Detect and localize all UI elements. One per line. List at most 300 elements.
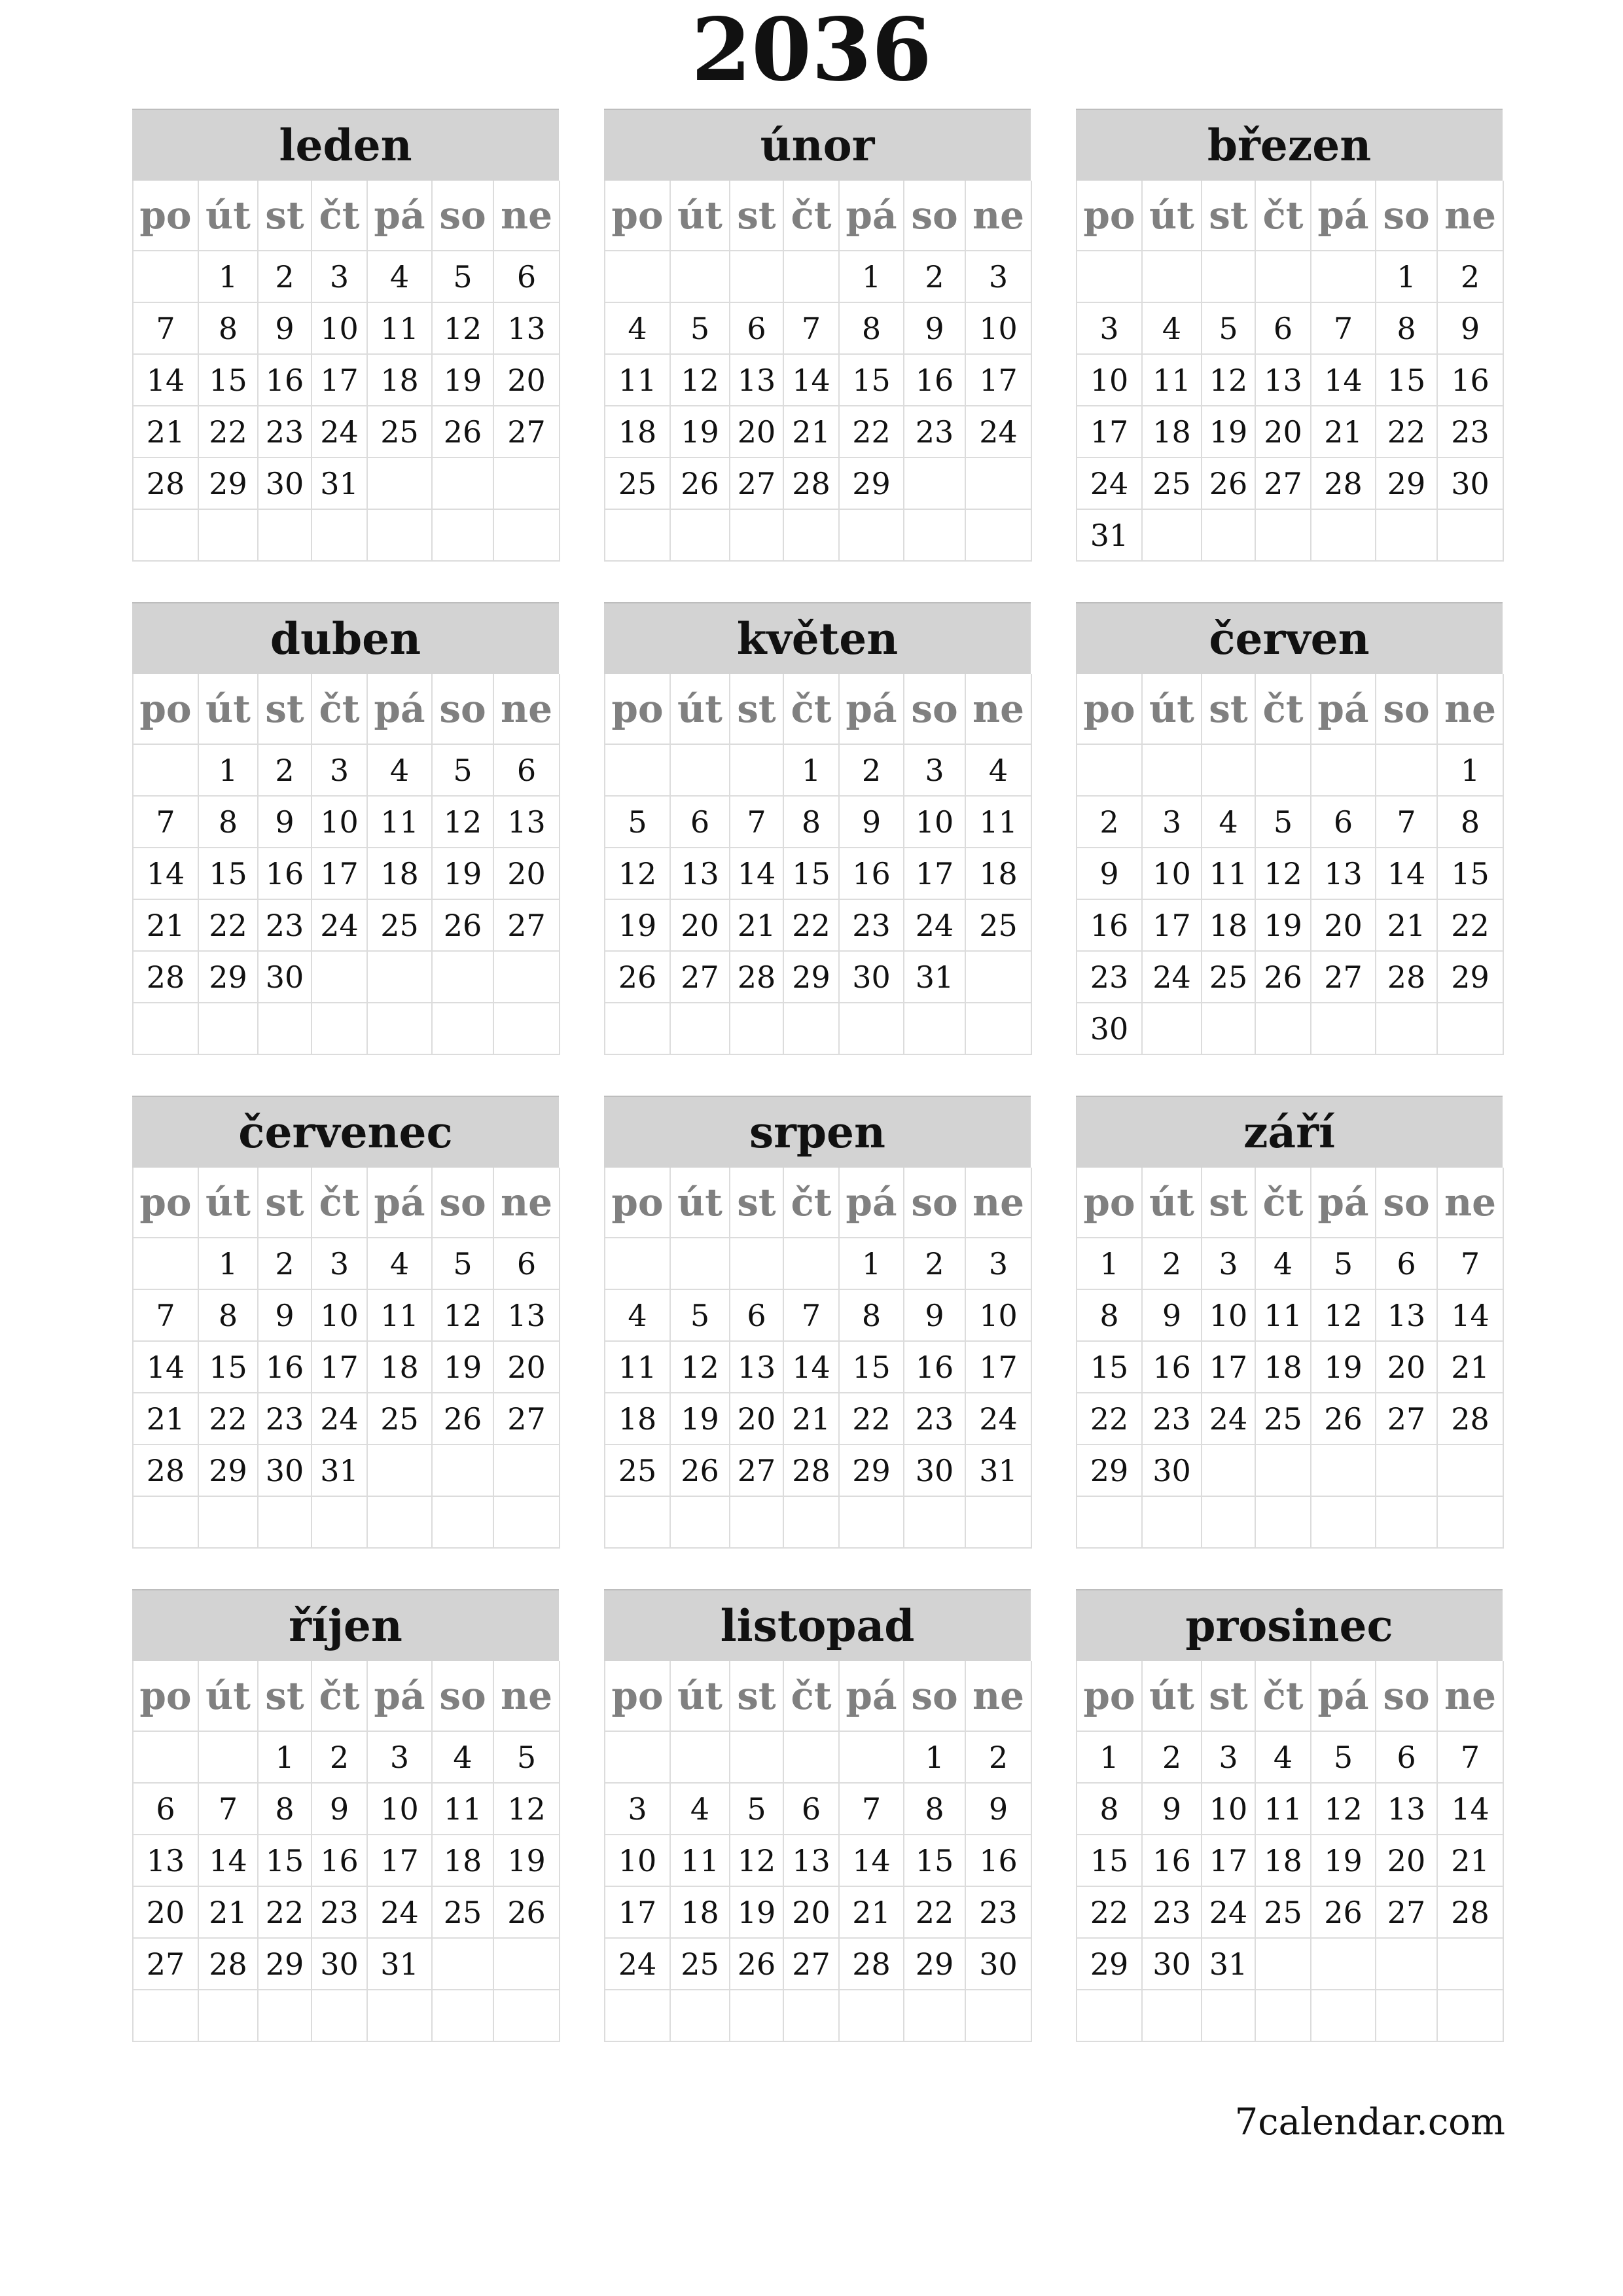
day-cell: 3 [904, 744, 965, 796]
day-cell [1077, 744, 1142, 796]
day-cell: 22 [258, 1886, 312, 1938]
weekday-label: ne [965, 674, 1031, 744]
weekday-label: po [605, 181, 670, 251]
day-cell: 5 [432, 251, 493, 302]
day-cell: 25 [1142, 457, 1202, 509]
day-cell: 4 [670, 1783, 730, 1835]
weekday-label: pá [839, 674, 904, 744]
day-cell: 23 [258, 406, 312, 457]
day-cell: 2 [258, 744, 312, 796]
weekday-label: st [730, 1168, 783, 1238]
weekday-label: čt [1255, 1661, 1311, 1731]
day-cell: 18 [1255, 1341, 1311, 1393]
day-cell: 4 [367, 1238, 432, 1289]
day-cell [965, 509, 1031, 561]
day-cell: 22 [198, 899, 258, 951]
day-cell: 10 [965, 1289, 1031, 1341]
day-cell [1142, 509, 1202, 561]
week-row [1077, 251, 1503, 302]
day-cell: 14 [133, 848, 198, 899]
weekday-label: út [198, 674, 258, 744]
weekday-label: pá [839, 181, 904, 251]
day-cell: 20 [493, 354, 560, 406]
day-cell [312, 509, 367, 561]
day-cell: 12 [493, 1783, 560, 1835]
day-cell [432, 1444, 493, 1496]
week-row [605, 1783, 1031, 1835]
day-cell: 14 [1376, 848, 1437, 899]
day-cell: 15 [1077, 1835, 1142, 1886]
day-cell [1255, 1444, 1311, 1496]
day-cell: 23 [312, 1886, 367, 1938]
week-row [1077, 1783, 1503, 1835]
day-cell: 31 [965, 1444, 1031, 1496]
day-cell: 27 [493, 406, 560, 457]
week-row [1077, 406, 1503, 457]
day-cell: 2 [904, 1238, 965, 1289]
day-cell: 4 [1142, 302, 1202, 354]
day-cell: 28 [133, 1444, 198, 1496]
day-cell: 13 [783, 1835, 839, 1886]
day-cell: 28 [1311, 457, 1376, 509]
day-cell: 6 [1376, 1731, 1437, 1783]
day-cell: 16 [904, 354, 965, 406]
weekday-header-row [1077, 674, 1503, 744]
weekday-label: so [432, 1661, 493, 1731]
month-name: září [1076, 1096, 1503, 1168]
weekday-label: so [432, 1168, 493, 1238]
day-cell: 21 [730, 899, 783, 951]
day-cell: 24 [1077, 457, 1142, 509]
day-cell [1202, 251, 1255, 302]
day-cell [605, 251, 670, 302]
day-cell: 25 [965, 899, 1031, 951]
day-cell [1437, 1003, 1503, 1054]
week-row [605, 1003, 1031, 1054]
day-cell: 26 [1311, 1886, 1376, 1938]
day-cell: 5 [1255, 796, 1311, 848]
week-row [133, 406, 560, 457]
day-cell: 30 [1142, 1444, 1202, 1496]
day-cell [730, 1496, 783, 1548]
week-row [133, 1731, 560, 1783]
day-cell: 23 [1437, 406, 1503, 457]
day-cell: 18 [1142, 406, 1202, 457]
day-cell: 27 [1376, 1393, 1437, 1444]
day-cell [670, 1003, 730, 1054]
day-cell [432, 951, 493, 1003]
day-cell: 23 [258, 1393, 312, 1444]
weekday-label: út [670, 181, 730, 251]
day-cell: 4 [1202, 796, 1255, 848]
day-cell: 14 [783, 1341, 839, 1393]
week-row [133, 1003, 560, 1054]
weekday-label: út [1142, 674, 1202, 744]
day-cell: 23 [904, 406, 965, 457]
weekday-label: po [133, 1168, 198, 1238]
day-cell: 9 [1142, 1289, 1202, 1341]
day-cell: 2 [1077, 796, 1142, 848]
day-cell: 14 [133, 1341, 198, 1393]
day-cell [493, 1496, 560, 1548]
day-cell: 7 [839, 1783, 904, 1835]
day-cell: 22 [198, 406, 258, 457]
day-cell: 14 [783, 354, 839, 406]
month-calendar-table [604, 181, 1032, 562]
weekday-label: pá [839, 1661, 904, 1731]
day-cell [670, 1496, 730, 1548]
weekday-header-row [605, 1168, 1031, 1238]
week-row [605, 1341, 1031, 1393]
day-cell: 18 [367, 354, 432, 406]
weekday-label: čt [312, 674, 367, 744]
week-row [1077, 744, 1503, 796]
day-cell: 10 [312, 1289, 367, 1341]
day-cell: 19 [1311, 1835, 1376, 1886]
day-cell: 7 [133, 302, 198, 354]
day-cell: 2 [1142, 1238, 1202, 1289]
day-cell [493, 951, 560, 1003]
month-block [1076, 602, 1503, 1055]
day-cell: 1 [904, 1731, 965, 1783]
day-cell: 9 [965, 1783, 1031, 1835]
weekday-label: po [133, 1661, 198, 1731]
day-cell: 12 [1311, 1783, 1376, 1835]
day-cell [839, 509, 904, 561]
week-row [605, 1444, 1031, 1496]
day-cell: 30 [1077, 1003, 1142, 1054]
weekday-label: čt [783, 674, 839, 744]
day-cell: 15 [839, 354, 904, 406]
day-cell: 5 [670, 302, 730, 354]
day-cell: 25 [1202, 951, 1255, 1003]
day-cell [1437, 1990, 1503, 2041]
day-cell: 19 [670, 1393, 730, 1444]
day-cell: 21 [1437, 1835, 1503, 1886]
month-calendar-table [604, 1168, 1032, 1549]
day-cell [367, 457, 432, 509]
weekday-header-row [133, 181, 560, 251]
day-cell: 28 [1437, 1393, 1503, 1444]
day-cell [1077, 1496, 1142, 1548]
month-name: leden [132, 109, 559, 181]
day-cell: 10 [605, 1835, 670, 1886]
week-row [133, 251, 560, 302]
day-cell [1255, 509, 1311, 561]
weekday-header-row [605, 181, 1031, 251]
day-cell [670, 509, 730, 561]
day-cell: 12 [1255, 848, 1311, 899]
day-cell: 28 [198, 1938, 258, 1990]
day-cell: 11 [1255, 1783, 1311, 1835]
day-cell [258, 1003, 312, 1054]
day-cell: 8 [198, 302, 258, 354]
day-cell: 29 [1077, 1444, 1142, 1496]
day-cell [258, 509, 312, 561]
day-cell [133, 1496, 198, 1548]
weekday-label: st [1202, 181, 1255, 251]
day-cell: 6 [493, 251, 560, 302]
weekday-label: út [670, 1168, 730, 1238]
day-cell: 11 [367, 796, 432, 848]
day-cell: 8 [839, 302, 904, 354]
day-cell: 8 [1376, 302, 1437, 354]
day-cell [198, 509, 258, 561]
day-cell: 29 [839, 1444, 904, 1496]
weekday-label: ne [493, 1661, 560, 1731]
day-cell: 13 [1376, 1783, 1437, 1835]
day-cell: 9 [904, 302, 965, 354]
day-cell: 16 [839, 848, 904, 899]
day-cell [432, 1938, 493, 1990]
day-cell [1202, 509, 1255, 561]
day-cell [198, 1731, 258, 1783]
day-cell: 20 [1255, 406, 1311, 457]
week-row [605, 509, 1031, 561]
weekday-label: so [1376, 1168, 1437, 1238]
weekday-label: so [432, 181, 493, 251]
weekday-label: po [1077, 1168, 1142, 1238]
day-cell [1077, 1990, 1142, 2041]
day-cell: 25 [605, 457, 670, 509]
day-cell [493, 509, 560, 561]
day-cell: 19 [1202, 406, 1255, 457]
day-cell: 8 [1077, 1783, 1142, 1835]
day-cell [493, 1444, 560, 1496]
day-cell: 31 [367, 1938, 432, 1990]
weekday-header-row [605, 1661, 1031, 1731]
day-cell [730, 1731, 783, 1783]
day-cell [605, 1731, 670, 1783]
day-cell: 13 [133, 1835, 198, 1886]
day-cell: 5 [432, 744, 493, 796]
day-cell: 17 [1077, 406, 1142, 457]
day-cell: 29 [198, 1444, 258, 1496]
weekday-label: st [258, 1168, 312, 1238]
day-cell: 9 [904, 1289, 965, 1341]
day-cell: 21 [133, 406, 198, 457]
day-cell [670, 1731, 730, 1783]
day-cell: 17 [965, 354, 1031, 406]
week-row [605, 1835, 1031, 1886]
week-row [605, 1886, 1031, 1938]
day-cell: 13 [1376, 1289, 1437, 1341]
day-cell: 20 [730, 1393, 783, 1444]
day-cell [730, 251, 783, 302]
day-cell: 12 [432, 796, 493, 848]
day-cell: 17 [367, 1835, 432, 1886]
day-cell [1202, 1003, 1255, 1054]
day-cell: 9 [1437, 302, 1503, 354]
day-cell: 7 [783, 302, 839, 354]
weekday-label: čt [1255, 1168, 1311, 1238]
day-cell: 9 [839, 796, 904, 848]
day-cell: 11 [965, 796, 1031, 848]
week-row [605, 848, 1031, 899]
day-cell: 1 [1437, 744, 1503, 796]
day-cell: 17 [312, 848, 367, 899]
month-name: květen [604, 602, 1031, 674]
day-cell [133, 1731, 198, 1783]
week-row [133, 354, 560, 406]
week-row [1077, 1990, 1503, 2041]
day-cell: 27 [493, 899, 560, 951]
day-cell: 28 [133, 951, 198, 1003]
month-name: srpen [604, 1096, 1031, 1168]
day-cell: 11 [1255, 1289, 1311, 1341]
day-cell: 29 [1437, 951, 1503, 1003]
week-row [133, 1990, 560, 2041]
weekday-header-row [133, 674, 560, 744]
day-cell: 29 [1077, 1938, 1142, 1990]
weekday-label: ne [493, 674, 560, 744]
day-cell: 10 [1202, 1289, 1255, 1341]
day-cell: 27 [730, 457, 783, 509]
day-cell: 5 [670, 1289, 730, 1341]
day-cell: 11 [432, 1783, 493, 1835]
week-row [133, 1393, 560, 1444]
day-cell: 13 [730, 354, 783, 406]
day-cell: 1 [783, 744, 839, 796]
weekday-label: st [1202, 1661, 1255, 1731]
day-cell: 3 [312, 1238, 367, 1289]
day-cell: 4 [367, 251, 432, 302]
weekday-label: so [1376, 674, 1437, 744]
weekday-header-row [1077, 1168, 1503, 1238]
day-cell [1311, 1990, 1376, 2041]
day-cell: 23 [965, 1886, 1031, 1938]
day-cell: 10 [965, 302, 1031, 354]
day-cell [783, 1003, 839, 1054]
day-cell: 14 [839, 1835, 904, 1886]
day-cell: 18 [965, 848, 1031, 899]
day-cell [1202, 744, 1255, 796]
week-row [133, 848, 560, 899]
week-row [1077, 1835, 1503, 1886]
day-cell: 6 [730, 1289, 783, 1341]
week-row [133, 1496, 560, 1548]
weekday-label: út [670, 674, 730, 744]
day-cell: 19 [1255, 899, 1311, 951]
day-cell: 15 [198, 354, 258, 406]
day-cell: 5 [730, 1783, 783, 1835]
day-cell [1376, 1496, 1437, 1548]
weekday-label: út [198, 181, 258, 251]
week-row [133, 1341, 560, 1393]
year-title: 2036 [691, 0, 932, 101]
day-cell: 1 [1077, 1238, 1142, 1289]
day-cell: 30 [904, 1444, 965, 1496]
weekday-label: čt [783, 1168, 839, 1238]
day-cell [312, 1496, 367, 1548]
day-cell: 20 [493, 848, 560, 899]
day-cell: 10 [1077, 354, 1142, 406]
day-cell: 1 [1376, 251, 1437, 302]
week-row [605, 796, 1031, 848]
week-row [1077, 1341, 1503, 1393]
day-cell: 28 [839, 1938, 904, 1990]
day-cell [904, 509, 965, 561]
day-cell [839, 1003, 904, 1054]
week-row [133, 1444, 560, 1496]
day-cell: 25 [432, 1886, 493, 1938]
day-cell: 19 [432, 1341, 493, 1393]
day-cell: 1 [839, 1238, 904, 1289]
day-cell: 27 [670, 951, 730, 1003]
day-cell: 7 [1437, 1731, 1503, 1783]
day-cell: 17 [965, 1341, 1031, 1393]
day-cell: 2 [1437, 251, 1503, 302]
day-cell: 29 [258, 1938, 312, 1990]
day-cell: 6 [133, 1783, 198, 1835]
day-cell [312, 1990, 367, 2041]
weekday-label: st [730, 181, 783, 251]
day-cell: 26 [493, 1886, 560, 1938]
day-cell: 28 [133, 457, 198, 509]
day-cell: 16 [258, 354, 312, 406]
day-cell: 30 [1142, 1938, 1202, 1990]
week-row [605, 1938, 1031, 1990]
day-cell [605, 1238, 670, 1289]
day-cell: 15 [839, 1341, 904, 1393]
day-cell: 27 [1255, 457, 1311, 509]
day-cell: 26 [432, 406, 493, 457]
day-cell: 22 [1077, 1393, 1142, 1444]
day-cell: 29 [198, 951, 258, 1003]
day-cell: 11 [1202, 848, 1255, 899]
month-name: listopad [604, 1589, 1031, 1661]
day-cell [493, 1003, 560, 1054]
day-cell: 12 [730, 1835, 783, 1886]
day-cell [605, 509, 670, 561]
day-cell [1437, 1444, 1503, 1496]
day-cell: 25 [367, 1393, 432, 1444]
day-cell: 12 [670, 354, 730, 406]
weekday-label: ne [965, 1168, 1031, 1238]
day-cell: 6 [493, 1238, 560, 1289]
day-cell: 23 [1142, 1393, 1202, 1444]
weekday-label: čt [783, 1661, 839, 1731]
day-cell: 19 [730, 1886, 783, 1938]
day-cell: 25 [670, 1938, 730, 1990]
month-calendar-table [132, 181, 560, 562]
day-cell: 15 [1437, 848, 1503, 899]
week-row [605, 899, 1031, 951]
day-cell: 29 [198, 457, 258, 509]
day-cell: 14 [133, 354, 198, 406]
day-cell: 21 [1311, 406, 1376, 457]
day-cell: 21 [783, 406, 839, 457]
day-cell [367, 1496, 432, 1548]
day-cell: 8 [904, 1783, 965, 1835]
week-row [1077, 1938, 1503, 1990]
day-cell: 2 [258, 1238, 312, 1289]
weekday-label: ne [1437, 674, 1503, 744]
day-cell: 18 [367, 1341, 432, 1393]
week-row [605, 251, 1031, 302]
day-cell: 30 [839, 951, 904, 1003]
day-cell [783, 1238, 839, 1289]
day-cell: 2 [904, 251, 965, 302]
month-name: červen [1076, 602, 1503, 674]
day-cell [605, 744, 670, 796]
day-cell: 29 [904, 1938, 965, 1990]
day-cell: 26 [605, 951, 670, 1003]
day-cell [1311, 1496, 1376, 1548]
day-cell: 3 [1077, 302, 1142, 354]
day-cell: 7 [1311, 302, 1376, 354]
day-cell: 1 [1077, 1731, 1142, 1783]
